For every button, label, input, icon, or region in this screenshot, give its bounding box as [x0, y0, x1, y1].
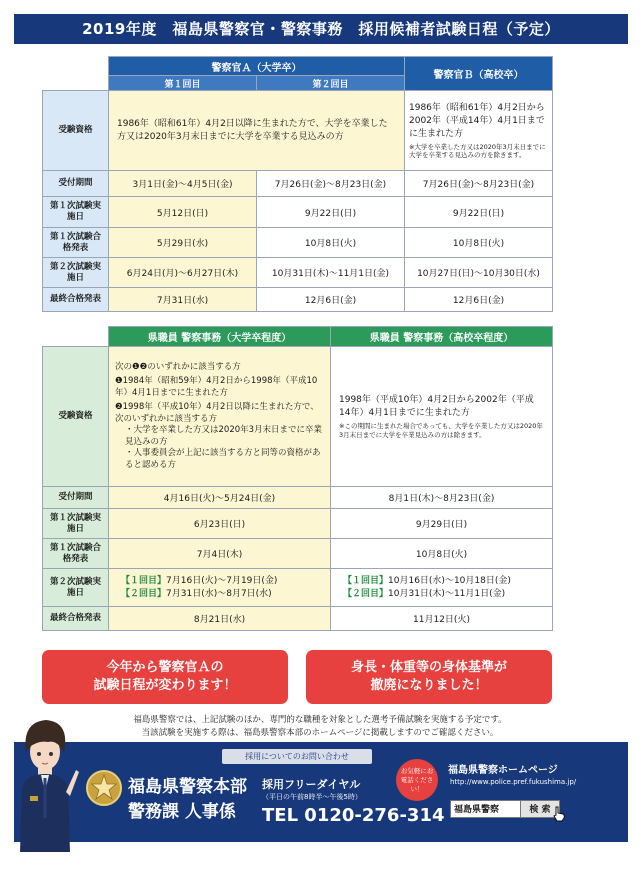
notice-line: 福島県警察では、上記試験のほか、専門的な職種を対象とした選考予備試験を実施する予定です。: [133, 715, 507, 725]
header-round-1: 第１回目: [109, 76, 257, 91]
header-officer-b: 警察官Ｂ（高校卒）: [405, 57, 553, 91]
homepage-title: 福島県警察ホームページ: [448, 765, 558, 776]
row-label: 第１次試験合格発表: [43, 539, 109, 569]
row-label: 第１次試験実施日: [43, 509, 109, 539]
search-box[interactable]: 福島県警察: [450, 800, 522, 818]
cell: 10月8日(火): [257, 228, 405, 258]
cell: 9月22日(日): [257, 197, 405, 228]
date-range: 7月16日(火)～7月19日(金): [166, 575, 278, 586]
cell: 9月29日(日): [331, 509, 553, 539]
contact-label: 採用についてのお問い合わせ: [222, 749, 372, 764]
cell: 7月31日(水): [109, 288, 257, 312]
cell: 8月1日(木)～8月23日(金): [331, 487, 553, 509]
call-hours: （平日の午前8時半～午後5時）: [262, 793, 362, 801]
qualification-a: 1986年（昭和61年）4月2日以降に生まれた方で、大学を卒業した方又は2020年3月末日までに大学を卒業する見込みの方: [109, 91, 405, 171]
page-title: 2019年度 福島県警察官・警察事務 採用候補者試験日程（予定）: [14, 14, 628, 44]
date-range: 10月16日(水)～10月18日(金): [388, 575, 511, 586]
row-label: 第１次試験実施日: [43, 197, 109, 228]
cell: 6月24日(月)～6月27日(木): [109, 258, 257, 288]
qual-sub-1: ・大学を卒業した方又は2020年3月末日までに卒業見込みの方: [125, 425, 323, 447]
cell: 3月1日(金)～4月5日(金): [109, 171, 257, 197]
cell: 10月8日(火): [405, 228, 553, 258]
cell: 10月27日(日)～10月30日(水): [405, 258, 553, 288]
header-round-2: 第２回目: [257, 76, 405, 91]
cell: 4月16日(火)～5月24日(金): [109, 487, 331, 509]
qualification-b-text: 1986年（昭和61年）4月2日から2002年（平成14年）4月1日までに生まれた方: [409, 102, 545, 139]
qual-intro: 次の❶❷のいずれかに該当する方: [115, 361, 241, 372]
police-mascot-illustration: [8, 712, 80, 852]
date-range: 10月31日(木)～11月1日(金): [388, 588, 506, 599]
cell: 7月4日(木): [109, 539, 331, 569]
cell: 7月26日(金)～8月23日(金): [257, 171, 405, 197]
police-officer-schedule-table: [42, 56, 553, 312]
header-officer-a: 警察官Ａ（大学卒）: [109, 57, 405, 76]
qual-sub-2: ・人事委員会が上記に該当する方と同等の資格があると認める方: [125, 448, 321, 470]
cell: 10月31日(木)～11月1日(金): [257, 258, 405, 288]
header-clerk-university: 県職員 警察事務（大学卒程度）: [109, 327, 331, 347]
qualification-b-note: ※大学を卒業した方又は2020年3月末日までに大学を卒業する見込みの方を除きます。: [409, 142, 546, 159]
row-label: 最終合格発表: [43, 288, 109, 312]
qualification-clerk-a: [109, 347, 331, 487]
row-label: 最終合格発表: [43, 607, 109, 631]
round-tag: 【２回目】: [121, 588, 167, 599]
homepage-url[interactable]: http://www.police.pref.fukushima.jp/: [450, 778, 577, 786]
date-range: 7月31日(水)～8月7日(水): [166, 588, 272, 599]
qualification-clerk-b: [331, 347, 553, 487]
cell: 5月12日(日): [109, 197, 257, 228]
cell: 10月8日(火): [331, 539, 553, 569]
banner-schedule-change: 今年から警察官Ａの 試験日程が変わります！: [42, 650, 288, 704]
header-clerk-highschool: 県職員 警察事務（高校卒程度）: [331, 327, 553, 347]
round-tag: 【１回目】: [121, 575, 167, 586]
cell: 9月22日(日): [405, 197, 553, 228]
cursor-hand-icon: [552, 806, 566, 822]
round-tag: 【２回目】: [343, 588, 389, 599]
qual-item-1: ❶1984年（昭和59年）4月2日から1998年（平成10年）4月1日までに生まれた方: [115, 376, 318, 398]
qualification-b: [405, 91, 553, 171]
clerk-schedule-table: [42, 326, 553, 631]
row-label: 第２次試験実施日: [43, 569, 109, 607]
cell: 11月12日(火): [331, 607, 553, 631]
org-department: 警務課 人事係: [128, 802, 236, 822]
cell: 6月23日(日): [109, 509, 331, 539]
row-label: 受付期間: [43, 487, 109, 509]
row-label: 受験資格: [43, 91, 109, 171]
cell: 12月6日(金): [405, 288, 553, 312]
banner-physical-requirements: 身長・体重等の身体基準が 撤廃になりました！: [306, 650, 552, 704]
cell: [331, 569, 553, 607]
freedial-label: 採用フリーダイヤル: [262, 778, 361, 791]
phone-number[interactable]: TEL 0120-276-314: [262, 805, 445, 826]
row-label: 受付期間: [43, 171, 109, 197]
row-label: 受験資格: [43, 347, 109, 487]
notice-line: 当該試験を実施する際は、福島県警察本部のホームページに掲載しますのでご確認ください。: [141, 728, 499, 738]
qual-b-text: 1998年（平成10年）4月2日から2002年（平成14年）4月1日までに生まれた方: [339, 395, 534, 418]
row-label: 第２次試験実施日: [43, 258, 109, 288]
cell: [109, 569, 331, 607]
qual-b-note: ※この期間に生まれた場合であっても、大学を卒業した方又は2020年3月末日までに大学を卒業見込みの方は除きます。: [339, 422, 543, 439]
cell: 7月26日(金)～8月23日(金): [405, 171, 553, 197]
cell: 12月6日(金): [257, 288, 405, 312]
row-label: 第１次試験合格発表: [43, 228, 109, 258]
cell: 5月29日(水): [109, 228, 257, 258]
notice-text: [40, 714, 600, 740]
cell: 8月21日(水): [109, 607, 331, 631]
police-emblem-icon: [86, 770, 122, 806]
search-button[interactable]: 検 索: [520, 800, 560, 818]
org-name: 福島県警察本部: [128, 777, 247, 797]
round-tag: 【１回目】: [343, 575, 389, 586]
call-bubble: お気軽にお電話ください！: [396, 759, 438, 801]
qual-item-2: ❷1998年（平成10年）4月2日以降に生まれた方で、次のいずれかに該当する方: [115, 402, 319, 424]
